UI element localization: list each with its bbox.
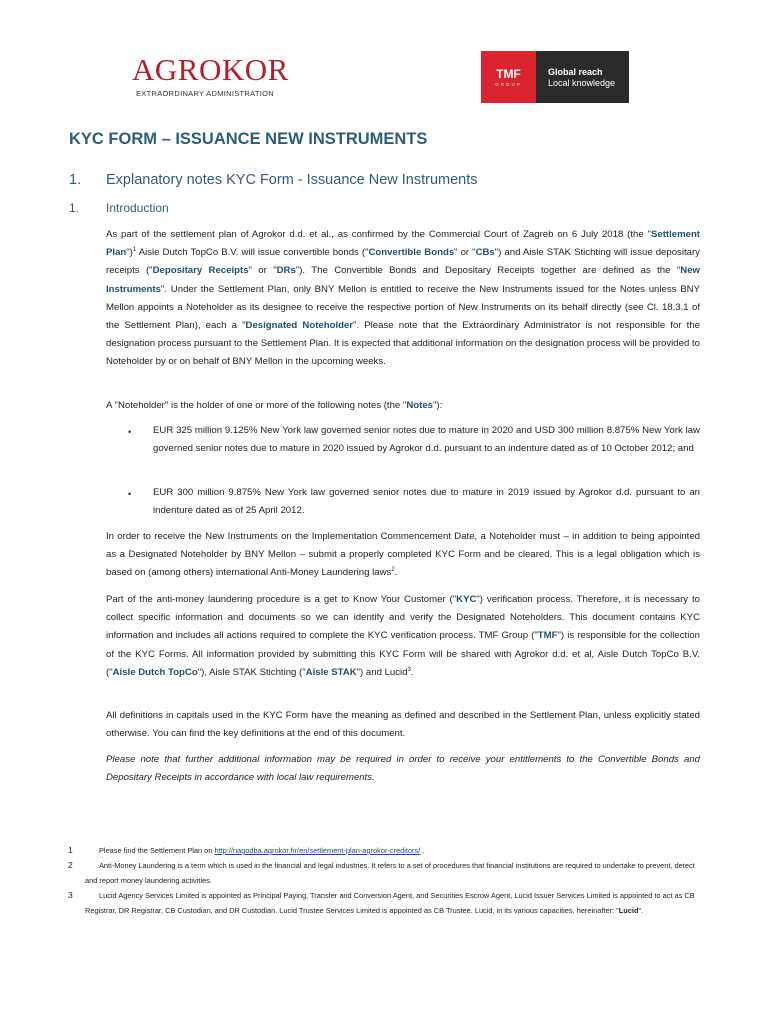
section-1-1-heading: Introduction <box>106 201 169 215</box>
term-drs: DRs <box>276 265 296 277</box>
intro-paragraph-2: A "Noteholder" is the holder of one or more of the following notes (the "Notes"): <box>106 400 443 411</box>
section-1-heading: Explanatory notes KYC Form - Issuance New Instruments <box>106 172 478 188</box>
agrokor-logo-subtitle: EXTRAORDINARY ADMINISTRATION <box>136 89 275 98</box>
section-1-1-number: 1. <box>69 201 80 215</box>
term-lucid: Lucid <box>618 906 639 915</box>
tmf-tagline-line1: Global reach <box>548 67 603 77</box>
term-designated-noteholder: Designated Noteholder <box>245 320 354 332</box>
tmf-logo-tagline <box>536 51 629 103</box>
term-settlement-plan: Settlement Plan <box>106 229 700 259</box>
agrokor-logo-name: AGROKOR <box>132 52 289 87</box>
term-depositary-receipts: Depositary Receipts <box>152 265 249 277</box>
footnote-3-number: 3 <box>68 890 73 900</box>
footnote-ref-3: 3 <box>407 666 411 673</box>
bullet-1-text: EUR 325 million 9.125% New York law governed senior notes due to mature in 2020 and USD 300 million 8.875% New York law governed senior notes due to mature in 2020 issued by Agrokor d.d. pursuant to an indenture dated as of 10 October 2012; and <box>153 425 700 455</box>
term-aisle-dutch-topco: Aisle Dutch TopCo <box>112 666 198 678</box>
tmf-logo-name: TMF <box>496 67 521 81</box>
settlement-plan-link[interactable]: http://nagodba.agrokor.hr/en/settlement-plan-agrokor-creditors/ <box>214 846 421 855</box>
bullet-2-symbol: • <box>128 489 132 499</box>
term-convertible-bonds: Convertible Bonds <box>368 247 455 259</box>
intro-paragraph-6: Please note that further additional information may be required in order to receive your entitlements to the Convertible Bonds and Depositary Receipts in accordance with local law requirements. <box>106 754 700 784</box>
page-title: KYC FORM – ISSUANCE NEW INSTRUMENTS <box>69 130 428 148</box>
term-aisle-stak: Aisle STAK <box>305 666 357 678</box>
intro-paragraph-3: In order to receive the New Instruments on the Implementation Commencement Date, a Noteholder must – in addition to being appointed as a Designated Noteholder by BNY Mellon – submit a properly completed KYC Form and be cleared. This is a legal obligation which is based on (among others) international Anti-Money Laundering laws$^2$. <box>106 531 700 579</box>
term-notes: Notes <box>406 400 433 411</box>
intro-paragraph-5: All definitions in capitals used in the KYC Form have the meaning as defined and described in the Settlement Plan, unless explicitly stated otherwise. You can find the key definitions at the end of this document. <box>106 710 700 740</box>
footnote-2-number: 2 <box>68 860 73 870</box>
term-tmf: TMF <box>537 630 558 642</box>
footnote-1: 1 Please find the Settlement Plan on http://nagodba.agrokor.hr/en/settlement-plan-agrokor-creditors/ . <box>85 843 700 858</box>
term-kyc: KYC <box>456 594 477 605</box>
footnote-ref-1: 1 <box>132 247 137 254</box>
footnote-1-number: 1 <box>68 845 73 855</box>
bullet-2-text: EUR 300 million 9.875% New York law governed senior notes due to mature in 2019 issued by Agrokor d.d. pursuant to an indenture dated as of 25 April 2012. <box>153 487 700 517</box>
section-1-number: 1. <box>69 172 82 188</box>
tmf-logo <box>481 51 629 103</box>
footnote-ref-2: 2 <box>391 567 395 574</box>
agrokor-logo <box>132 52 289 98</box>
term-cbs: CBs <box>475 247 495 259</box>
term-new-instruments: New Instruments <box>106 265 700 295</box>
intro-paragraph-4: Part of the anti-money laundering procedure is a get to Know Your Customer ("KYC") verification process. Therefore, it is necessary to collect specific information and documents so we can identify and verify the Designated Noteholders. This document contains KYC information and includes all actions required to complete the KYC verification process. TMF Group ("TMF") is responsible for the collection of the KYC Forms. All information provided by submitting this KYC Form will be shared with Agrokor d.d. et al, Aisle Dutch TopCo B.V. ("Aisle Dutch TopCo"), Aisle STAK Stichting ("Aisle STAK") and Lucid$^3$. <box>106 594 701 678</box>
intro-paragraph-1: As part of the settlement plan of Agrokor d.d. et al., as confirmed by the Commercial Court of Zagreb on 6 July 2018 (the "Settlement Plan")$^1$ Aisle Dutch TopCo B.V. will issue convertible bonds ("Convertible Bonds" or "CBs") and Aisle STAK Stichting will issue depositary receipts ("Depositary Receipts" or "DRs"). The Convertible Bonds and Depositary Receipts together are defined as the "New Instruments". Under the Settlement Plan, only BNY Mellon is entitled to receive the New Instruments issued for the Notes unless BNY Mellon appoints a Noteholder as its designee to receive the respective portion of New Instruments on its behalf directly (see Cl. 18.3.1 of the Settlement Plan), each a "Designated Noteholder". Please note that the Extraordinary Administrator is not responsible for the designation process pursuant to the Settlement Plan. It is expected that additional information on the designation process will be provided to Noteholder by or on behalf of BNY Mellon in the upcoming weeks. <box>106 229 700 368</box>
footnote-3: 3 Lucid Agency Services Limited is appointed as Principal Paying, Transfer and Conversion Agent, and Securities Escrow Agent, Lucid Issuer Services Limited is appointed to act as CB Registrar, DR Registrar, CB Custodian, and DR Custodian. Lucid Trustee Services Limited is appointed as CB Trustee. Lucid, in its various capacities, hereinafter: "Lucid". <box>68 890 695 915</box>
footnote-2: 2 Anti-Money Laundering is a term which is used in the financial and legal industries. It refers to a set of procedures that financial institutions are required to undertake to prevent, detect and report money laundering activities. <box>68 860 695 885</box>
tmf-logo-mark <box>481 51 536 103</box>
tmf-tagline-line2: Local knowledge <box>548 78 616 88</box>
tmf-logo-group: GROUP <box>495 82 522 87</box>
bullet-1-symbol: • <box>128 427 132 437</box>
